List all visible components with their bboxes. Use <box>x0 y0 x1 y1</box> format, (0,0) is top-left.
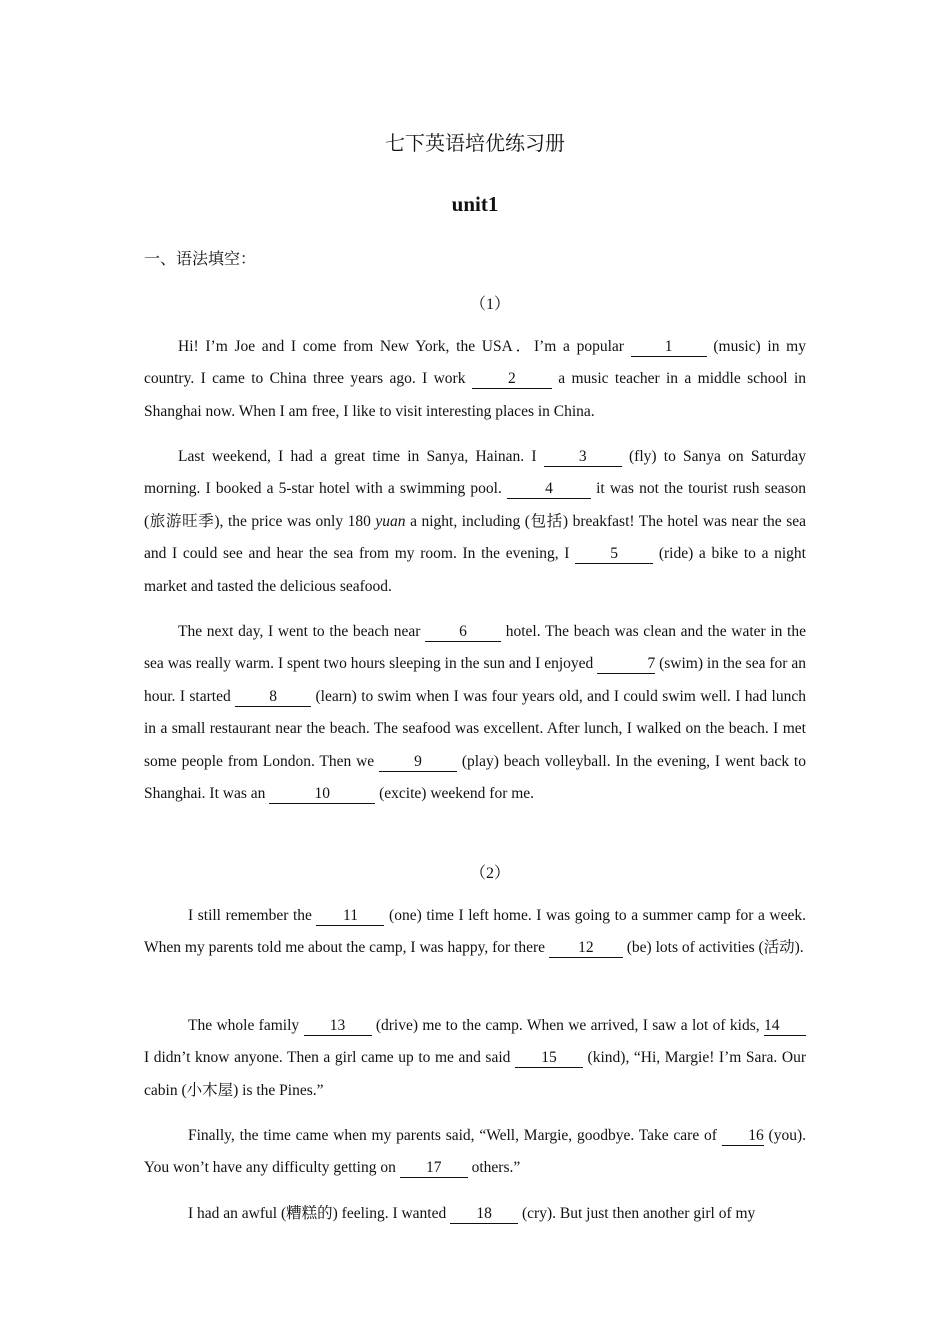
answer-blank-8: 8 <box>235 688 311 707</box>
text-run: (fly) to Sanya on Saturday morning. I booked a 5-star hotel with a swimming pool. <box>144 448 807 498</box>
passage-1-paragraph-1 <box>144 331 806 428</box>
answer-blank-9: 9 <box>379 753 457 772</box>
text-run: (ride) a bike to a night market and tasted the delicious seafood. <box>144 545 806 595</box>
text-run: (music) in my country. I came to China three years ago. I work <box>144 338 806 388</box>
unit-heading: unit1 <box>451 192 499 216</box>
passage-2-paragraph-3 <box>144 1120 806 1185</box>
answer-blank-13: 13 <box>304 1017 372 1036</box>
text-run: (kind), “Hi, Margie! I’m Sara. Our cabin (小木屋) is the Pines.” <box>144 1049 806 1099</box>
answer-blank-16: 16 <box>722 1127 764 1146</box>
text-run: Finally, the time came when my parents said, “Well, Margie, goodbye. Take care of <box>188 1127 722 1144</box>
text-run: (swim) in the sea for an hour. I started <box>144 655 806 705</box>
text-run: others.” <box>467 1159 521 1177</box>
answer-blank-6: 6 <box>425 623 501 642</box>
text-run: (drive) me to the camp. When we arrived, I saw a lot of kids, <box>371 1017 764 1034</box>
text-run: a night, including (包括) breakfast! The hotel was near the sea and I could see and hear the sea from my room. In the evening, I <box>144 512 807 563</box>
text-run: a music teacher in a middle school in Shanghai now. When I am free, I like to visit interesting places in China. <box>144 370 807 420</box>
text-run: I still remember the <box>188 907 317 924</box>
passage-1-paragraph-3 <box>144 616 806 810</box>
answer-blank-1: 1 <box>631 338 707 357</box>
answer-blank-5: 5 <box>575 545 653 564</box>
answer-blank-3: 3 <box>544 448 622 467</box>
passage-1-paragraph-2 <box>144 441 806 603</box>
answer-blank-14: 14 <box>764 1017 806 1036</box>
answer-blank-12: 12 <box>549 939 623 958</box>
answer-blank-4: 4 <box>507 480 591 499</box>
passage-2-label: （2） <box>469 865 510 882</box>
text-run: I didn’t know anyone. Then a girl came up to me and said <box>144 1049 515 1067</box>
text-run: Last weekend, I had a great time in Sanya, Hainan. I <box>178 448 544 465</box>
answer-blank-10: 10 <box>269 785 375 804</box>
passage-2-paragraph-1 <box>144 900 806 965</box>
section-heading: 一、语法填空： <box>144 251 257 268</box>
answer-blank-17: 17 <box>400 1159 468 1178</box>
passage-2-paragraph-2 <box>144 1010 806 1107</box>
text-run: (you). You won’t have any difficulty getting on <box>144 1127 806 1177</box>
answer-blank-15: 15 <box>515 1049 583 1068</box>
answer-blank-7: 7 <box>597 655 655 674</box>
text-run: Hi! I’m Joe and I come from New York, the USA．I’m a popular <box>178 338 631 355</box>
answer-blank-11: 11 <box>316 907 384 926</box>
text-run: (play) beach volleyball. In the evening, I went back to Shanghai. It was an <box>144 752 806 803</box>
passage-2-paragraph-4 <box>144 1198 806 1230</box>
passage-1-label: （1） <box>469 296 510 313</box>
answer-blank-2: 2 <box>472 370 552 389</box>
text-run: (excite) weekend for me. <box>375 785 535 803</box>
text-run: (one) time I left home. I was going to a summer camp for a week. When my parents told me about the camp, I was happy, for there <box>144 907 807 957</box>
text-run: (learn) to swim when I was four years old, and I could swim well. I had lunch in a small restaurant near the beach. The seafood was excellent. After lunch, I walked on the beach. I met some people from London. Then we <box>144 687 806 770</box>
text-run: (cry). But just then another girl of my <box>518 1205 756 1222</box>
answer-blank-18: 18 <box>450 1205 518 1224</box>
text-run: The whole family <box>188 1017 304 1034</box>
text-run: I had an awful (糟糕的) feeling. I wanted <box>188 1205 451 1222</box>
text-run: (be) lots of activities (活动). <box>622 939 804 957</box>
text-run: hotel. The beach was clean and the water in the sea was really warm. I spent two hours sleeping in the sun and I enjoyed <box>144 623 806 673</box>
text-run: The next day, I went to the beach near <box>178 623 426 640</box>
text-run: it was not the tourist rush season (旅游旺季), the price was only 180 <box>144 480 806 530</box>
document-title: 七下英语培优练习册 <box>385 133 565 155</box>
italic-text: yuan <box>375 512 406 530</box>
